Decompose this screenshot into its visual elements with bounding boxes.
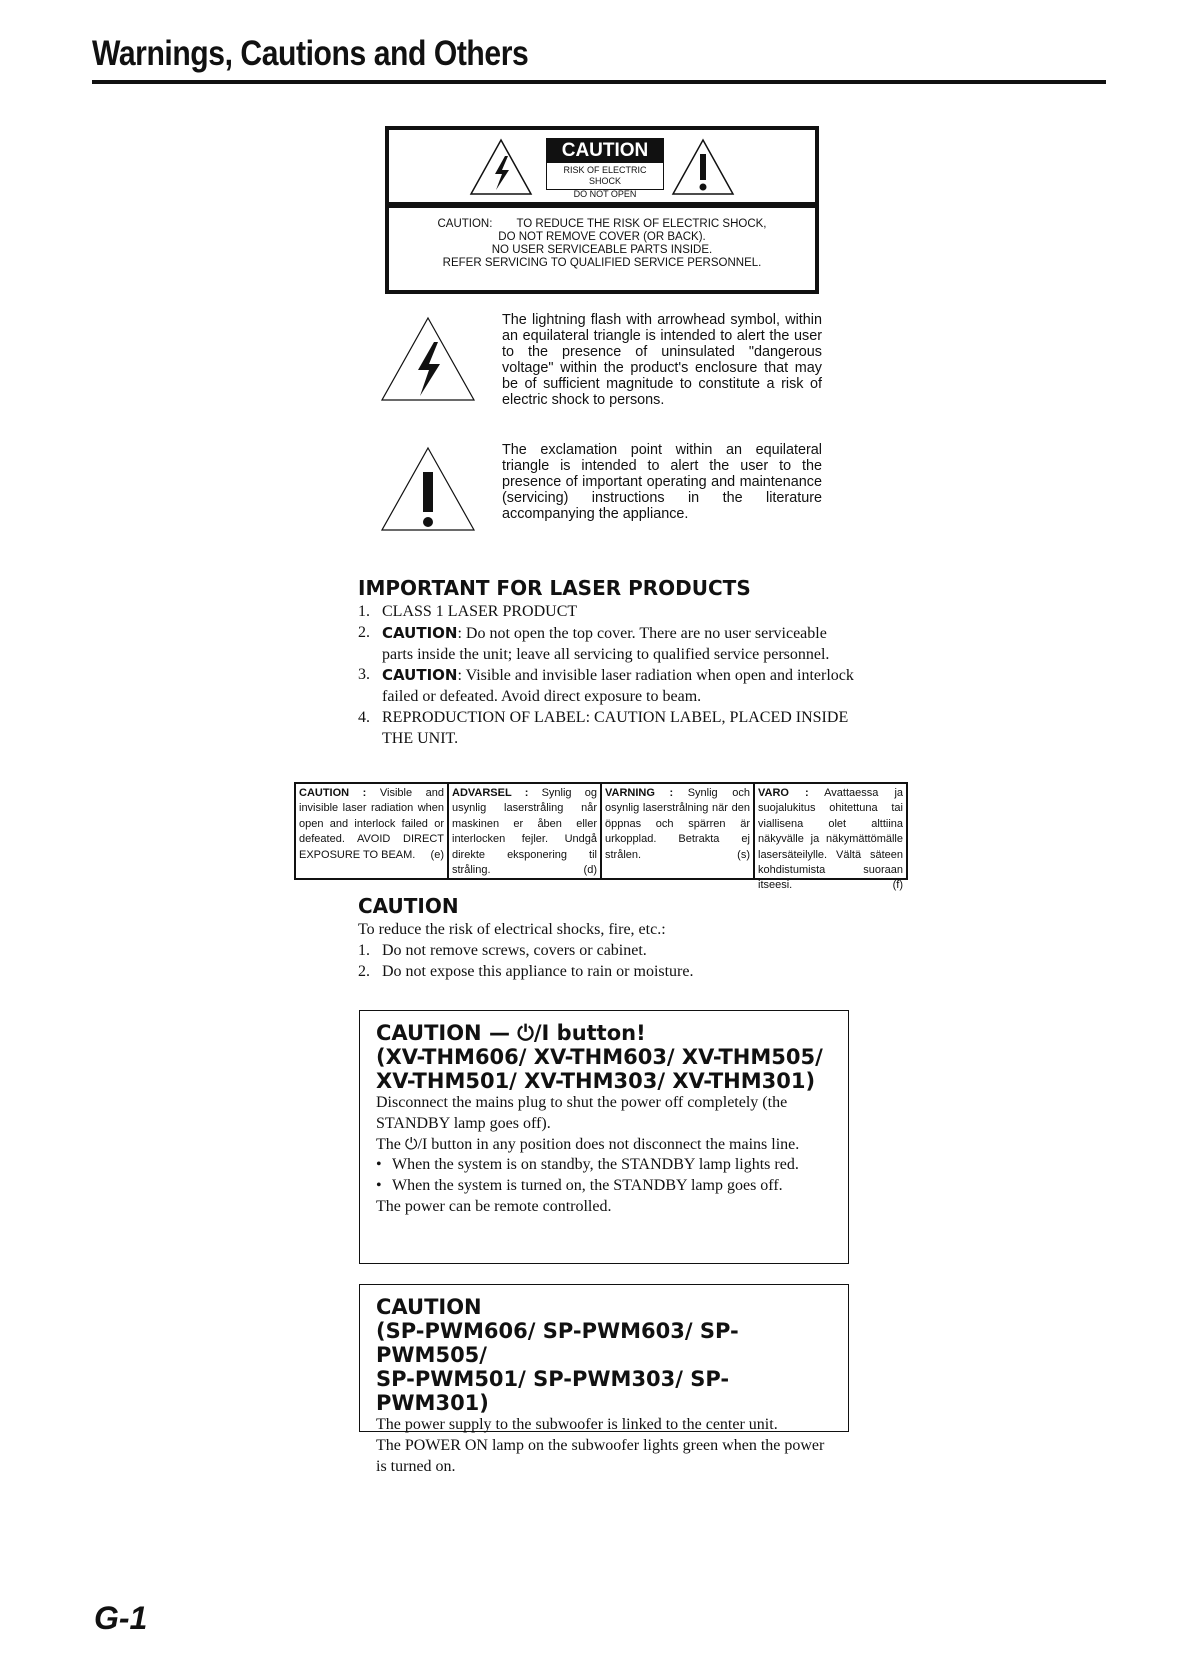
laser-label-table (294, 782, 908, 892)
laser-heading: IMPORTANT FOR LASER PRODUCTS (358, 576, 751, 600)
subwoofer-para-1: The power supply to the subwoofer is linked to the center unit. (376, 1416, 778, 1433)
lightning-triangle-icon (380, 316, 476, 402)
list-item: 2. CAUTION: Do not open the top cover. There are no user serviceable parts inside the unit; leave all servicing to qualified service personnel. (358, 623, 830, 663)
standby-heading-1: CAUTION — ⏻/I button! (376, 1021, 646, 1045)
standby-caution-box (359, 1010, 849, 1264)
lightning-triangle-icon (469, 138, 533, 196)
laser-label-swedish: VARNING : Synlig och osynlig laserstrålning när den öppnas och spärren är urkopplad. Betrakta ej strålen. (s) (602, 784, 755, 878)
caution-head: CAUTION (547, 139, 663, 163)
standby-heading-3: XV-THM501/ XV-THM303/ XV-THM301) (376, 1069, 816, 1093)
subwoofer-para-2: The POWER ON lamp on the subwoofer lights green when the power is turned on. (376, 1436, 825, 1475)
exclamation-triangle-icon (671, 138, 735, 196)
standby-para-1: Disconnect the mains plug to shut the power off completely (the STANDBY lamp goes off). (376, 1094, 788, 1132)
caution-line-2: DO NOT REMOVE COVER (OR BACK). (498, 231, 706, 243)
caution-heading: CAUTION (358, 894, 459, 918)
lightning-text: The lightning flash with arrowhead symbol, within an equilateral triangle is intended to alert the user to the presence of uninsulated "dangerous voltage" within the product's enclosure that may be of sufficient magnitude to constitute a risk of electric shock to persons. (502, 312, 822, 408)
caution-label-text (389, 208, 815, 290)
laser-label-danish: ADVARSEL : Synlig og usynlig laserstråling når maskinen er åben eller interlocken fejler. Undgå direkte eksponering til stråling. (d) (449, 784, 602, 878)
list-item: 3. CAUTION: Visible and invisible laser radiation when open and interlock failed or defeated. Avoid direct exposure to beam. (358, 666, 854, 706)
standby-heading-2: (XV-THM606/ XV-THM603/ XV-THM505/ (376, 1045, 823, 1069)
subwoofer-caution-box (359, 1284, 849, 1475)
subwoofer-heading-3: SP-PWM501/ SP-PWM303/ SP-PWM301) (376, 1367, 730, 1415)
title-rule (92, 80, 1106, 84)
caution-line-1: TO REDUCE THE RISK OF ELECTRIC SHOCK, (516, 218, 767, 230)
caution-sub-2: DO NOT OPEN (573, 189, 637, 199)
caution-word: CAUTION: (437, 218, 493, 230)
standby-para-2: The ⏻/I button in any position does not disconnect the mains line. (376, 1135, 800, 1153)
standby-para-3: The power can be remote controlled. (376, 1197, 612, 1215)
page-title: Warnings, Cautions and Others (92, 34, 529, 73)
caution-intro: To reduce the risk of electrical shocks, fire, etc.: (358, 921, 666, 938)
laser-label-english: CAUTION : Visible and invisible laser radiation when open and interlock failed or defeated. AVOID DIRECT EXPOSURE TO BEAM. (e) (296, 784, 449, 878)
list-item: 1. CLASS 1 LASER PRODUCT (358, 603, 578, 620)
laser-label-finnish: VARO : Avattaessa ja suojalukitus ohitettuna tai viallisena olet alttiina näkyvälle ja näkymättömälle lasersäteilylle. Vältä säteen kohdistumista suoraan itseesi. (f) (758, 787, 904, 892)
laser-list (358, 602, 858, 750)
caution-label-top (389, 130, 815, 202)
caution-label (385, 126, 819, 294)
list-item: 4. REPRODUCTION OF LABEL: CAUTION LABEL, PLACED INSIDE THE UNIT. (358, 708, 849, 747)
subwoofer-heading-1: CAUTION (376, 1295, 482, 1319)
standby-bullet-1: • When the system is on standby, the STANDBY lamp lights red. (376, 1156, 799, 1174)
caution-line-3: NO USER SERVICEABLE PARTS INSIDE. (491, 244, 713, 256)
exclamation-text: The exclamation point within an equilateral triangle is intended to alert the user to the presence of important operating and maintenance (servicing) instructions in the literature accompanying the appliance. (502, 442, 822, 522)
caution-block (546, 138, 664, 199)
standby-bullet-2: • When the system is turned on, the STANDBY lamp goes off. (376, 1177, 783, 1195)
list-item: 1. Do not remove screws, covers or cabinet. (358, 941, 647, 959)
page-number: G-1 (94, 1600, 148, 1636)
caution-line-4: REFER SERVICING TO QUALIFIED SERVICE PERSONNEL. (442, 257, 762, 269)
subwoofer-heading-2: (SP-PWM606/ SP-PWM603/ SP-PWM505/ (376, 1319, 739, 1367)
exclamation-triangle-icon (380, 446, 476, 532)
caution-general-body (358, 920, 878, 982)
caution-sub-1: RISK OF ELECTRIC SHOCK (563, 165, 647, 186)
list-item: 2. Do not expose this appliance to rain or moisture. (358, 962, 694, 980)
